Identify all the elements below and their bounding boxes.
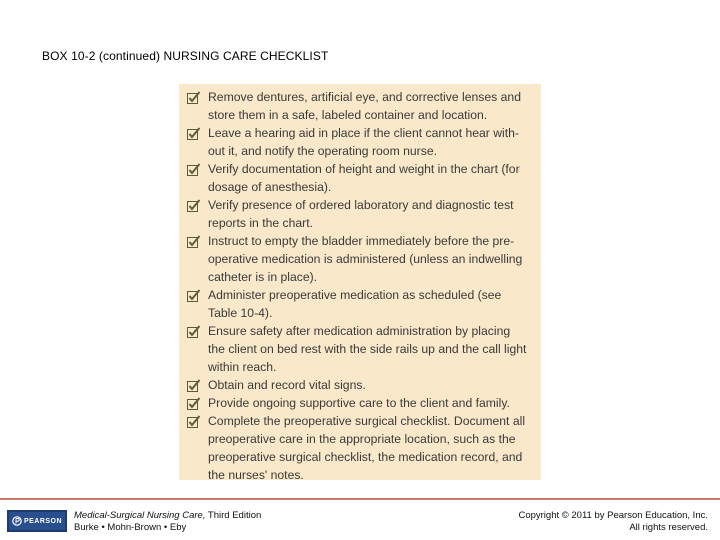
item-line: dosage of anesthesia). <box>208 180 332 194</box>
checklist-item <box>187 160 531 196</box>
item-line: the nurses' notes. <box>208 468 304 482</box>
checkbox-checked-icon <box>187 127 201 140</box>
checklist-box <box>179 84 541 480</box>
checklist-item <box>187 232 531 286</box>
checkbox-checked-icon <box>187 397 201 410</box>
item-line: Provide ongoing supportive care to the client and family. <box>208 396 510 410</box>
checklist-item <box>187 196 531 232</box>
item-line: within reach. <box>208 360 277 374</box>
item-line: Complete the preoperative surgical checklist. Document all <box>208 414 526 428</box>
copyright-notice <box>518 510 708 534</box>
rights-line: All rights reserved. <box>629 522 708 533</box>
checkbox-checked-icon <box>187 379 201 392</box>
item-line: out it, and notify the operating room nurse. <box>208 144 437 158</box>
checkbox-checked-icon <box>187 199 201 212</box>
item-line: the client on bed rest with the side rails up and the call light <box>208 342 527 356</box>
item-line: store them in a safe, labeled container and location. <box>208 108 488 122</box>
item-line: Leave a hearing aid in place if the client cannot hear with- <box>208 126 519 140</box>
item-line: catheter is in place). <box>208 270 318 284</box>
item-line: Verify presence of ordered laboratory and diagnostic test <box>208 198 514 212</box>
checkbox-checked-icon <box>187 91 201 104</box>
logo-mark-icon <box>12 516 22 526</box>
checkbox-checked-icon <box>187 325 201 338</box>
item-line: Ensure safety after medication administration by placing <box>208 324 511 338</box>
box-title: BOX 10-2 (continued) NURSING CARE CHECKLIST <box>42 49 329 63</box>
checklist-item <box>187 376 531 394</box>
logo-text: PEARSON <box>23 517 63 525</box>
item-line: Instruct to empty the bladder immediately before the pre- <box>208 234 515 248</box>
item-line: Obtain and record vital signs. <box>208 378 366 392</box>
item-line: Table 10-4). <box>208 306 273 320</box>
checklist-item <box>187 412 531 484</box>
checklist-item <box>187 88 531 124</box>
book-authors: Burke • Mohn-Brown • Eby <box>74 522 187 533</box>
checkbox-checked-icon <box>187 163 201 176</box>
checklist-item <box>187 286 531 322</box>
checklist-item <box>187 394 531 412</box>
item-line: operative medication is administered (unless an indwelling <box>208 252 523 266</box>
checkbox-checked-icon <box>187 289 201 302</box>
item-line: Administer preoperative medication as scheduled (see <box>208 288 502 302</box>
item-line: preoperative care in the appropriate location, such as the <box>208 432 516 446</box>
book-edition: Third Edition <box>205 510 262 521</box>
book-title: Medical-Surgical Nursing Care, <box>74 510 206 521</box>
item-line: Verify documentation of height and weight in the chart (for <box>208 162 520 176</box>
item-line: preoperative surgical checklist, the medication record, and <box>208 450 523 464</box>
footer-divider <box>0 498 720 500</box>
book-citation <box>74 510 261 534</box>
item-line: Remove dentures, artificial eye, and corrective lenses and <box>208 90 521 104</box>
checkbox-checked-icon <box>187 415 201 428</box>
publisher-logo <box>7 510 67 532</box>
checklist-item <box>187 322 531 376</box>
item-line: reports in the chart. <box>208 216 313 230</box>
copyright-line: Copyright © 2011 by Pearson Education, Inc. <box>518 510 708 521</box>
checkbox-checked-icon <box>187 235 201 248</box>
checklist-item <box>187 124 531 160</box>
